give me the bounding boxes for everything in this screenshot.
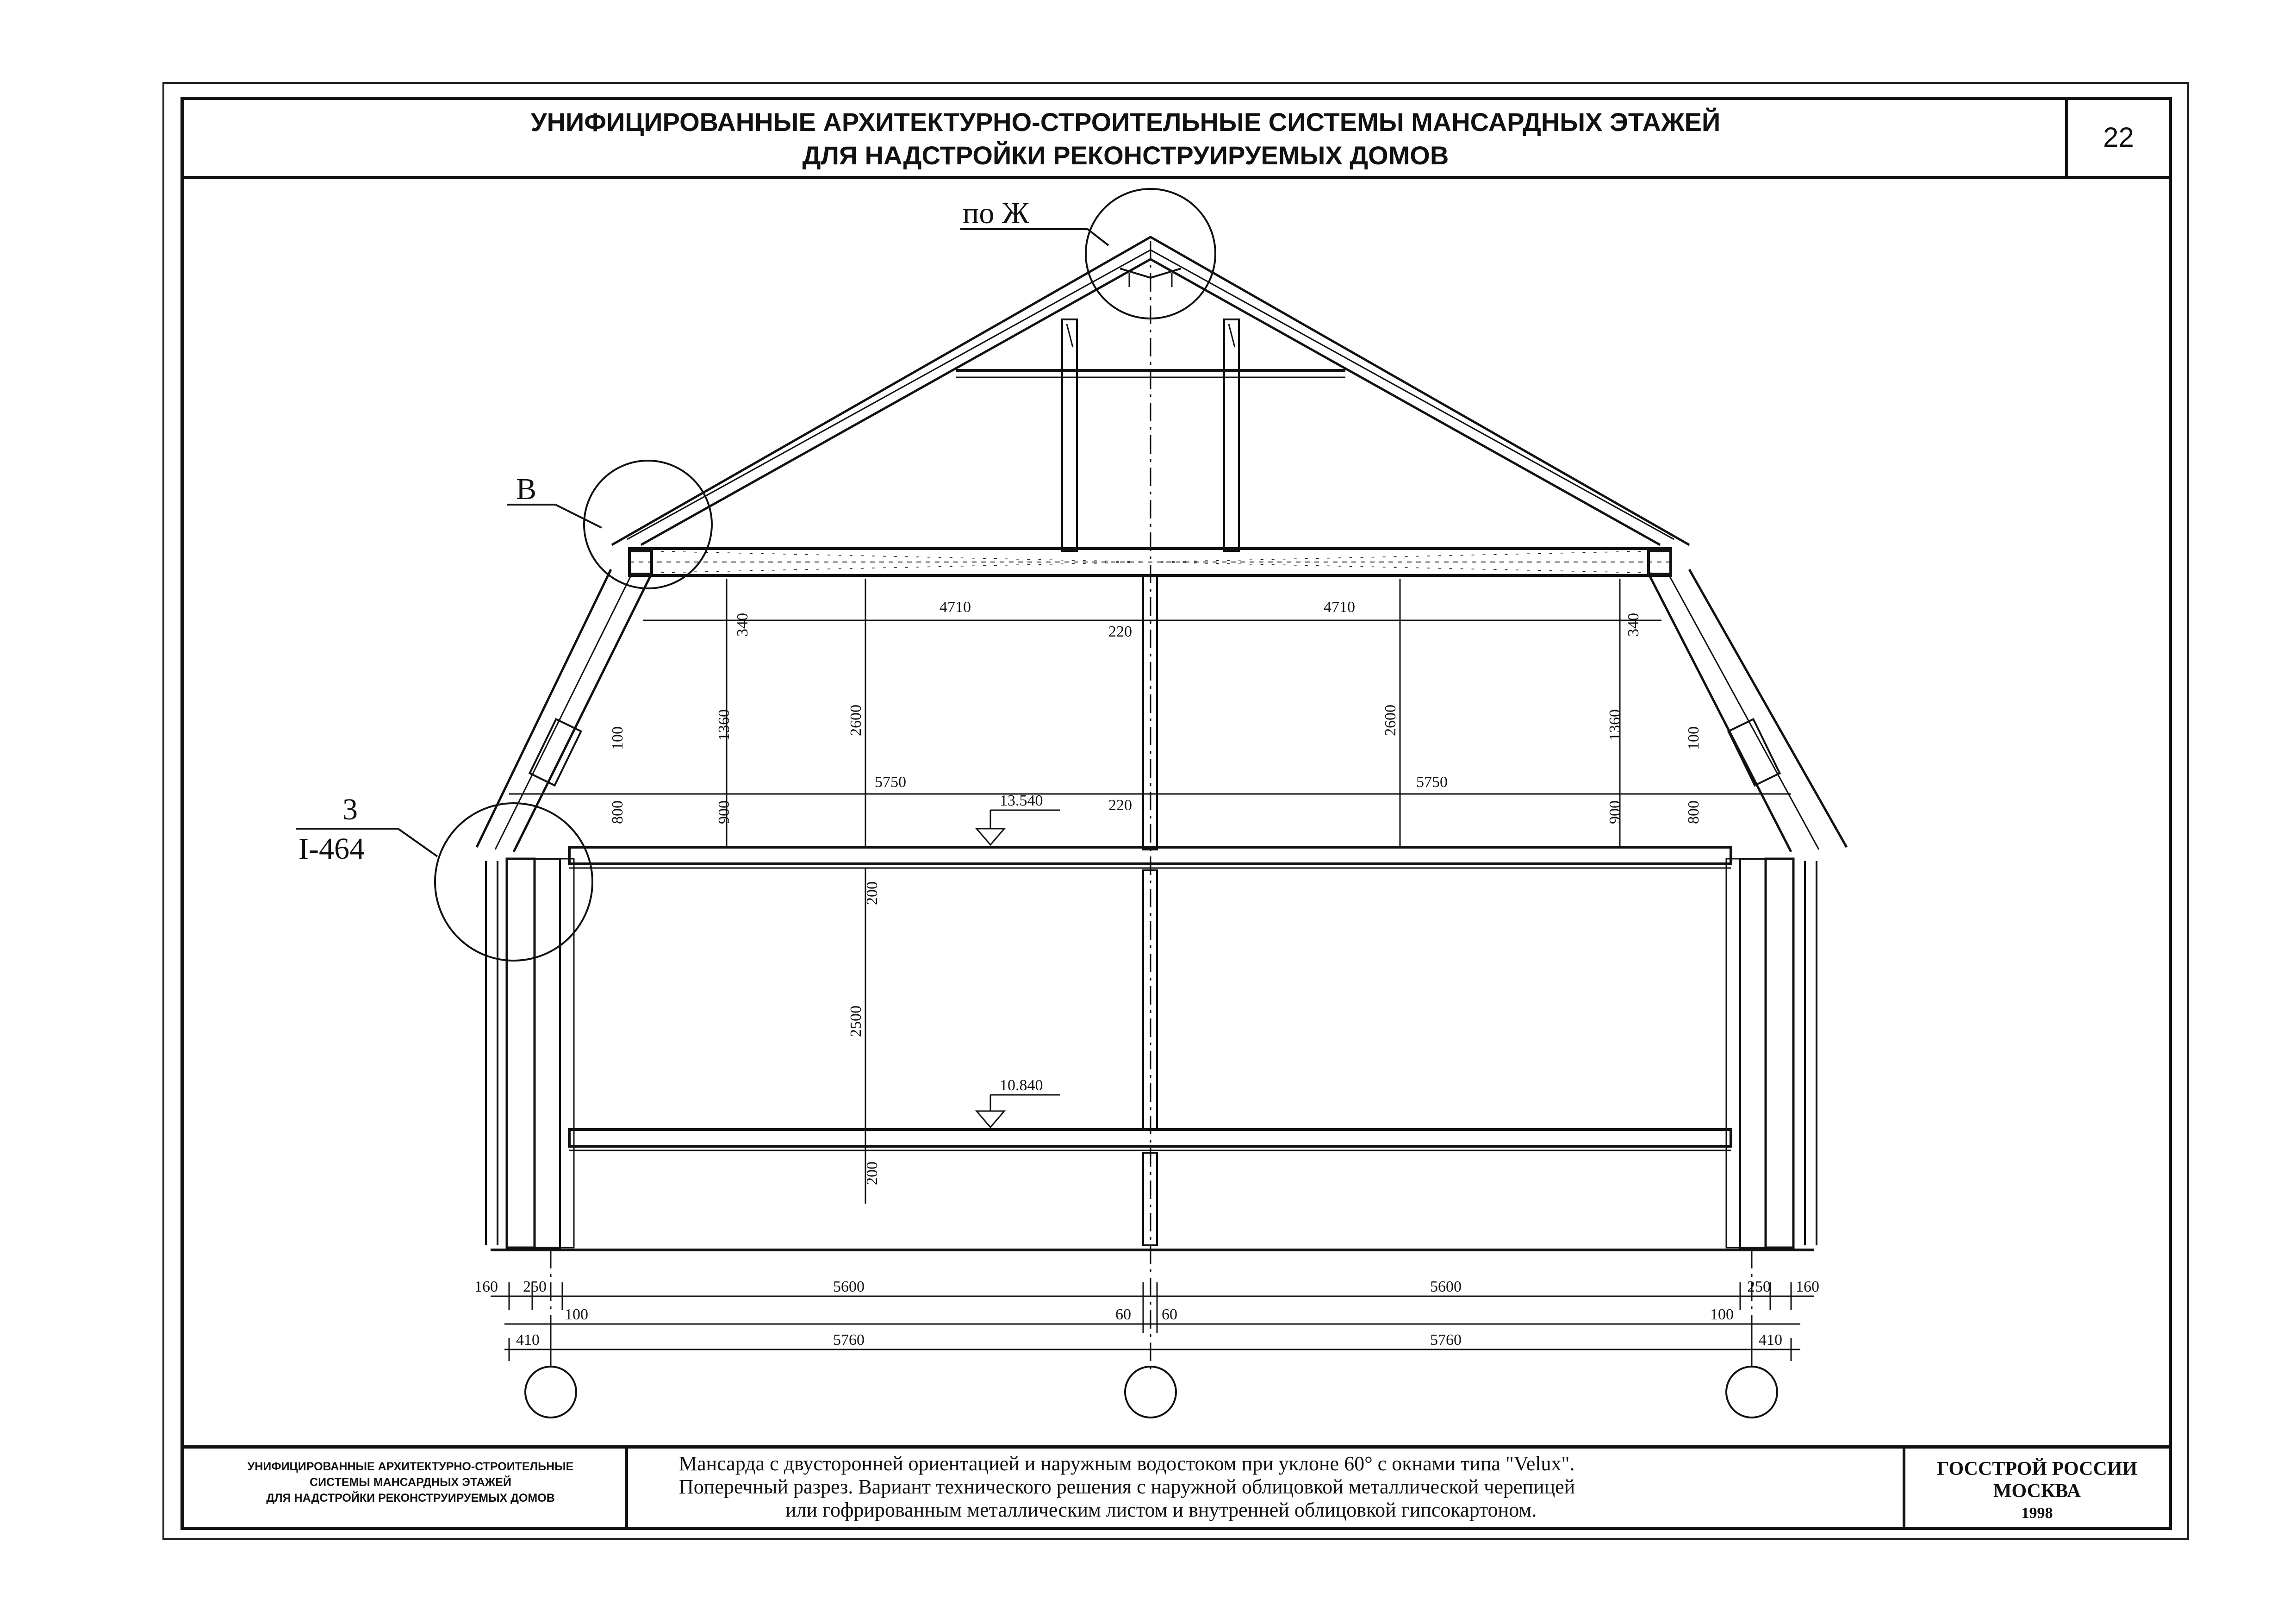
dim-bottom-160-right: 160 — [1796, 1278, 1819, 1295]
sheet-number: 22 — [2103, 122, 2134, 153]
footer-organization — [1905, 1458, 2169, 1524]
dim-bottom-5760-left: 5760 — [833, 1331, 865, 1349]
dim-h800-left: 800 — [609, 800, 626, 824]
dim-h2600-left: 2600 — [847, 705, 865, 736]
axis-bubble-left — [525, 1367, 576, 1418]
footer-series-cell — [184, 1449, 628, 1527]
axis-bubble-right — [1726, 1367, 1777, 1418]
dim-h200-lower: 200 — [864, 1162, 881, 1185]
dim-ceiling-left: 4710 — [940, 599, 971, 616]
dim-h100-right: 100 — [1685, 726, 1702, 750]
dim-bottom-5600-right: 5600 — [1430, 1278, 1462, 1295]
footer-series-line3: ДЛЯ НАДСТРОЙКИ РЕКОНСТРУИРУЕМЫХ ДОМОВ — [266, 1492, 555, 1505]
dim-h800-right: 800 — [1685, 800, 1702, 824]
sheet-title-line1: УНИФИЦИРОВАННЫЕ АРХИТЕКТУРНО-СТРОИТЕЛЬНЫЕ СИСТЕМЫ МАНСАРДНЫХ ЭТАЖЕЙ — [530, 107, 1721, 137]
dim-mid-left: 5750 — [875, 774, 906, 791]
dim-bottom-60-left: 60 — [1115, 1306, 1131, 1323]
level-lower: 10.840 — [1000, 1077, 1043, 1094]
dim-bottom-60-right: 60 — [1162, 1306, 1177, 1323]
dim-h340-left: 340 — [734, 613, 751, 637]
dim-h2500: 2500 — [847, 1006, 865, 1037]
level-upper: 13.540 — [1000, 792, 1043, 809]
dimension-labels — [474, 599, 1819, 1349]
dim-bottom-410-right: 410 — [1759, 1331, 1782, 1349]
dim-h1360-left: 1360 — [716, 709, 733, 741]
dim-ceiling-center: 220 — [1108, 623, 1132, 640]
footer-year: 1998 — [2021, 1505, 2053, 1522]
footer-series-line2: СИСТЕМЫ МАНСАРДНЫХ ЭТАЖЕЙ — [310, 1476, 511, 1489]
dim-h900-right: 900 — [1606, 800, 1624, 824]
footer-desc-line2: Поперечный разрез. Вариант технического решения с наружной облицовкой металлической черепицей — [679, 1475, 1575, 1498]
callout-gutter-reference: I-464 — [299, 832, 365, 866]
footer-org-line2: МОСКВА — [1993, 1480, 2081, 1502]
footer-desc-line3: или гофрированным металлическим листом и внутренней облицовкой гипсокартоном. — [785, 1499, 1537, 1521]
dim-bottom-5600-left: 5600 — [833, 1278, 865, 1295]
dim-mid-right: 5750 — [1416, 774, 1448, 791]
footer-desc-line1: Мансарда с двусторонней ориентацией и наружным водостоком при уклоне 60° с окнами типа "Velux". — [679, 1452, 1575, 1475]
footer-organization-cell — [1905, 1449, 2169, 1527]
title-block-footer — [184, 1445, 2169, 1527]
dim-bottom-100-left: 100 — [565, 1306, 588, 1323]
dim-mid-center: 220 — [1108, 797, 1132, 814]
callout-eave-label: В — [516, 472, 537, 506]
dim-ceiling-right: 4710 — [1324, 599, 1355, 616]
callout-gutter-number: 3 — [342, 793, 358, 826]
dim-h200-upper: 200 — [864, 881, 881, 905]
callout-ridge-label: по Ж — [963, 196, 1029, 230]
footer-description — [679, 1452, 1882, 1522]
dim-h340-right: 340 — [1625, 613, 1642, 637]
dim-bottom-100-right: 100 — [1710, 1306, 1734, 1323]
dim-bottom-5760-right: 5760 — [1430, 1331, 1462, 1349]
mansard-left-inner — [514, 576, 650, 852]
dim-bottom-410-left: 410 — [516, 1331, 540, 1349]
footer-org-line1: ГОССТРОЙ РОССИИ — [1936, 1458, 2138, 1480]
footer-series-title — [212, 1459, 610, 1506]
dim-h100-left: 100 — [609, 726, 626, 750]
dim-bottom-160-left: 160 — [474, 1278, 498, 1295]
dim-h1360-right: 1360 — [1606, 709, 1624, 741]
footer-description-cell — [628, 1449, 1905, 1527]
axis-bubble-center — [1125, 1367, 1176, 1418]
dim-h900-left: 900 — [716, 800, 733, 824]
dim-bottom-250-left: 250 — [523, 1278, 547, 1295]
sheet-title-line2: ДЛЯ НАДСТРОЙКИ РЕКОНСТРУИРУЕМЫХ ДОМОВ — [802, 141, 1449, 170]
dim-bottom-250-right: 250 — [1747, 1278, 1771, 1295]
detail-callout-gutter — [435, 803, 592, 961]
dim-h2600-right: 2600 — [1382, 705, 1399, 736]
footer-series-line1: УНИФИЦИРОВАННЫЕ АРХИТЕКТУРНО-СТРОИТЕЛЬНЫЕ — [247, 1460, 574, 1473]
